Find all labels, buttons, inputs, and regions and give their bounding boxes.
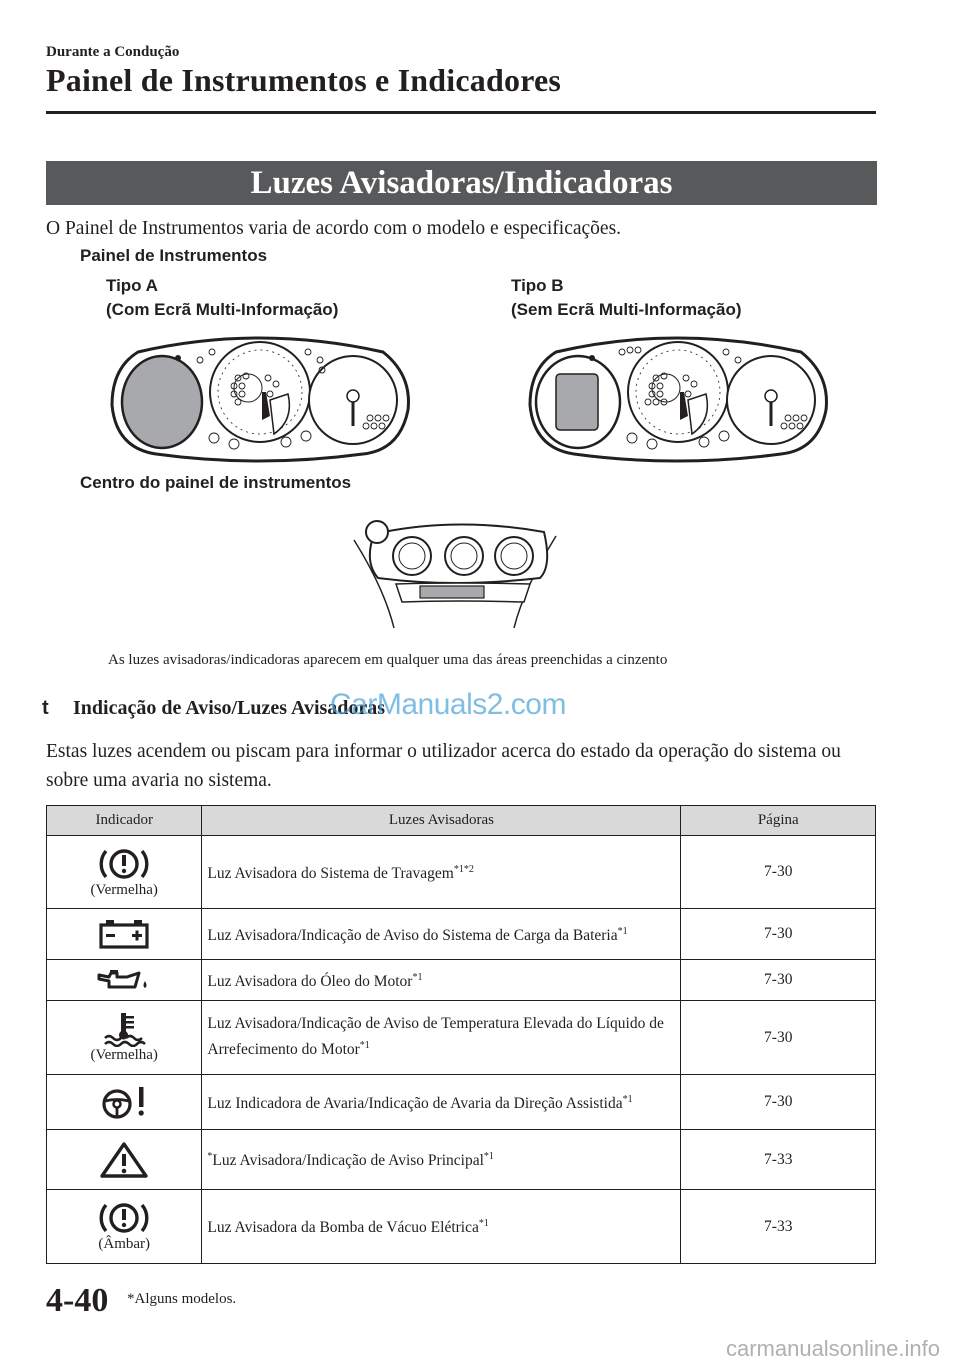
footnote-ref: *1 bbox=[483, 1151, 494, 1163]
indicator-area bbox=[556, 374, 598, 430]
table-row bbox=[47, 1130, 876, 1190]
section-banner: Luzes Avisadoras/Indicadoras bbox=[46, 161, 877, 205]
footnote-ref-prefix: * bbox=[207, 1151, 213, 1163]
center-indicator-area bbox=[420, 586, 484, 598]
site-watermark: carmanualsonline.info bbox=[725, 1336, 940, 1361]
indicator-cell bbox=[47, 1190, 202, 1264]
cluster-type-a-illustration bbox=[108, 330, 412, 464]
type-a-label: Tipo A bbox=[106, 276, 158, 295]
warning-light-cell bbox=[202, 1190, 681, 1264]
table-header-row bbox=[47, 806, 876, 836]
warning-light-name: Luz Avisadora/Indicação de Aviso de Temperatura Elevada do Líquido de Arrefecimento do Motor bbox=[207, 1015, 664, 1059]
table-row bbox=[47, 836, 876, 909]
power-steering-icon bbox=[97, 1084, 151, 1120]
column-header-warning-lights: Luzes Avisadoras bbox=[202, 806, 681, 836]
table-row bbox=[47, 909, 876, 960]
warning-light-name: Luz Avisadora/Indicação de Aviso Principal bbox=[212, 1152, 484, 1170]
footnote-ref: *1 bbox=[478, 1218, 489, 1230]
table-row bbox=[47, 1075, 876, 1130]
multi-info-display-area bbox=[122, 356, 202, 448]
warning-light-name: Luz Avisadora do Sistema de Travagem bbox=[207, 865, 454, 883]
type-b-sublabel: (Sem Ecrã Multi-Informação) bbox=[511, 300, 742, 319]
figure-caption: As luzes avisadoras/indicadoras aparecem em qualquer uma das áreas preenchidas a cinzento bbox=[108, 652, 668, 668]
warning-light-cell bbox=[202, 1130, 681, 1190]
page-number: 4-40 bbox=[46, 1282, 109, 1319]
subheading: Indicação de Aviso/Luzes Avisadoras bbox=[73, 697, 386, 719]
coolant-temperature-icon bbox=[99, 1011, 149, 1047]
column-header-indicator: Indicador bbox=[47, 806, 202, 836]
battery-icon bbox=[96, 918, 152, 950]
page-heading: Painel de Instrumentos e Indicadores bbox=[46, 62, 562, 98]
type-a-sublabel: (Com Ecrã Multi-Informação) bbox=[106, 300, 339, 319]
footnote-ref: *1*2 bbox=[453, 863, 474, 875]
warning-light-cell bbox=[202, 836, 681, 909]
footnote-ref: *1 bbox=[622, 1093, 633, 1105]
table-row bbox=[47, 960, 876, 1001]
warning-light-name: Luz Avisadora da Bomba de Vácuo Elétrica bbox=[207, 1219, 479, 1237]
page-ref: 7-30 bbox=[681, 1075, 876, 1130]
indicator-cell bbox=[47, 1130, 202, 1190]
indicator-cell bbox=[47, 909, 202, 960]
cluster-type-b-illustration bbox=[526, 330, 830, 464]
page-ref: 7-33 bbox=[681, 1130, 876, 1190]
warning-light-name: Luz Indicadora de Avaria/Indicação de Avaria da Direção Assistida bbox=[207, 1095, 623, 1113]
footnote-ref: *1 bbox=[617, 925, 628, 937]
indicator-color-label: (Vermelha) bbox=[90, 881, 158, 898]
section-paragraph: Estas luzes acendem ou piscam para informar o utilizador acerca do estado da operação do sistema ou sobre uma avaria no sistema. bbox=[46, 741, 841, 791]
page-ref: 7-30 bbox=[681, 960, 876, 1001]
heading-rule bbox=[46, 111, 876, 114]
table-row bbox=[47, 1001, 876, 1075]
section-label: Durante a Condução bbox=[46, 44, 180, 60]
intro-text: O Painel de Instrumentos varia de acordo com o modelo e especificações. bbox=[46, 218, 622, 239]
center-panel-label: Centro do painel de instrumentos bbox=[80, 473, 352, 492]
indicator-cell bbox=[47, 1001, 202, 1075]
footnote-ref: *1 bbox=[359, 1040, 370, 1052]
warning-light-cell bbox=[202, 1075, 681, 1130]
watermark: CarManuals2.com bbox=[330, 688, 566, 721]
indicator-cell bbox=[47, 960, 202, 1001]
brake-warning-icon bbox=[97, 846, 151, 882]
footnote: *Alguns modelos. bbox=[127, 1291, 237, 1307]
indicator-cell bbox=[47, 1075, 202, 1130]
warning-light-cell bbox=[202, 960, 681, 1001]
page-ref: 7-33 bbox=[681, 1190, 876, 1264]
center-panel-illustration bbox=[344, 518, 566, 634]
vacuum-pump-warning-icon bbox=[97, 1200, 151, 1236]
footnote-ref: *1 bbox=[412, 971, 423, 983]
table-row bbox=[47, 1190, 876, 1264]
page-ref: 7-30 bbox=[681, 1001, 876, 1075]
warning-light-name: Luz Avisadora/Indicação de Aviso do Sistema de Carga da Bateria bbox=[207, 927, 618, 945]
page-ref: 7-30 bbox=[681, 909, 876, 960]
page-ref: 7-30 bbox=[681, 836, 876, 909]
subheading-marker: t bbox=[42, 697, 49, 719]
warning-light-cell bbox=[202, 909, 681, 960]
indicator-color-label: (Âmbar) bbox=[98, 1236, 151, 1252]
panel-label: Painel de Instrumentos bbox=[80, 246, 268, 265]
warning-light-cell bbox=[202, 1001, 681, 1075]
type-b-label: Tipo B bbox=[511, 276, 564, 295]
indicator-color-label: (Vermelha) bbox=[90, 1047, 158, 1063]
indicator-table bbox=[46, 805, 876, 1264]
warning-light-name: Luz Avisadora do Óleo do Motor bbox=[207, 973, 413, 991]
column-header-page: Página bbox=[681, 806, 876, 836]
indicator-cell bbox=[47, 836, 202, 909]
master-warning-icon bbox=[97, 1140, 151, 1180]
oil-can-icon bbox=[95, 967, 153, 993]
